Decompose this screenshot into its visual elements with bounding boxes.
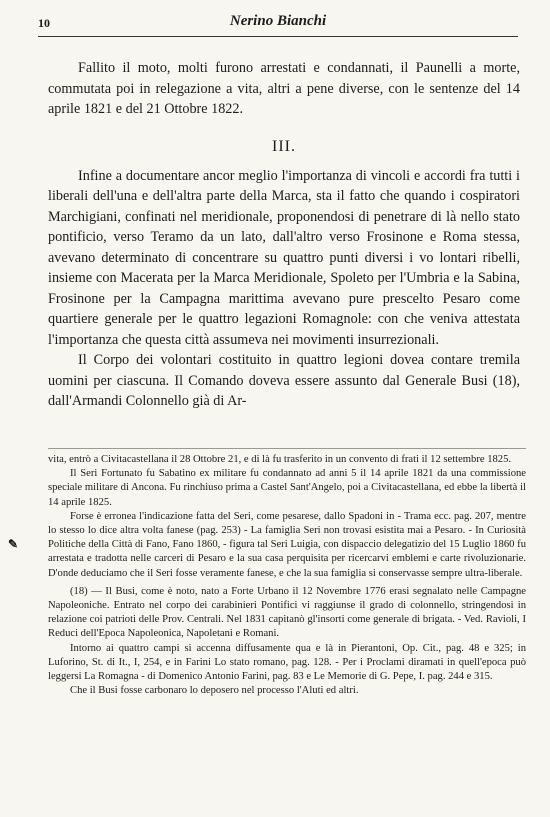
footnote: Che il Busi fosse carbonaro lo deposero nel processo l'Aluti ed altri. (70, 685, 359, 697)
paragraph-1: Fallito il moto, molti furono arrestati e condannati, il Paunelli a morte, commutata poi in relegazione a vita, altri a pene diverse, con le sentenze del 14 aprile 1821 e del 21 Ottobre 1822. (48, 60, 520, 117)
running-head: Nerino Bianchi (229, 13, 327, 29)
page-number: 10 (38, 16, 50, 30)
footnote-continuation: vita, entrò a Civitacastellana il 28 Ottobre 21, e di là fu trasferito in un convento di frati il 12 settembre 1825. (48, 454, 512, 465)
paragraph-3: Il Corpo dei volontari costituito in quattro legioni dovea contare tremila uomini per ciascuna. Il Comando doveva essere assunto dal Generale Busi (18), dall'Armandi Colonnello già di Ar- (48, 352, 520, 409)
page-header (38, 10, 518, 37)
footnote: Forse è erronea l'indicazione fatta del Seri, come pesarese, dallo Spadoni in - Trama ecc. pag. 207, mentre lo stesso lo dice altra volta fanese (pag. 253) - La famiglia Seri non trovasi esistita mai a Pesaro. - In Curiosità Politiche della Città di Fano, Fano 1860, - figura tal Seri Luigia, con dispaccio delegatizio del 15 Luglio 1860 fu arrestata e tradotta nelle carceri di Pesaro e la sua casa perquisita per ricercarvi emblemi e carte rivoluzionarie. D'onde deduciamo che il Seri fosse veramente fanese, e che la sua famiglia si conservasse sempre ultra-liberale. (48, 510, 526, 579)
footnotes (48, 448, 526, 698)
footnote: (18) — Il Busi, come è noto, nato a Forte Urbano il 12 Novembre 1776 erasi segnalato nelle Campagne Napoleoniche. Entrato nel corpo dei carabinieri Pontifici vi raggiunse il grado di colonnello, stringendosi in relazione coi patrioti delle Prov. Centrali. Nel 1831 capitanò gl'insorti come generale di brigata. - Ved. Ravioli, I Reduci dell'Epoca Napoleonica, Napoletani e Romani. (48, 585, 526, 640)
main-text (48, 58, 520, 412)
section-heading: III. (272, 137, 296, 155)
footnote: Il Seri Fortunato fu Sabatino ex militare fu condannato ad anni 5 il 14 aprile 1821 da una commissione speciale militare di Ancona. Fu rinchiuso prima a Castel Sant'Angelo, poi a Civitacastellana, ed ebbe la libertà il 14 aprile 1825. (48, 468, 526, 508)
margin-mark-icon: ✎ (8, 537, 19, 551)
paragraph-2: Infine a documentare ancor meglio l'importanza di vincoli e accordi fra tutti i liberali dell'una e dell'altra parte della Marca, sta il fatto che quando i cospiratori Marchigiani, confinati nel meridionale, proponendosi di penetrare di là nello stato pontificio, verso Teramo da un lato, dall'altro verso Frosinone e Roma stessa, avevano determinato di concentrare su quattro punti diversi i vo lontari ribelli, insieme con Macerata per la Marca Meridionale, Spoleto per l'Umbria e la Sabina, Frosinone per la Campagna marittima avevano pure prescelto Pesaro come quartiere generale per le quattro legazioni Romagnole: con che veniva attestata l'importanza che questa città assumeva nei movimenti insurrezionali. (48, 167, 520, 348)
footnote: Intorno ai quattro campi si accenna diffusamente qua e là in Pierantoni, Op. Cit., pag. 48 e 325; in Luforino, St. di It., I, 254, e in Farini Lo stato romano, pag. 128. - Per i Proclami diramati in quell'epoca può leggersi La Romagna - di Domenico Antonio Farini, pag. 83 e Le Memorie di G. Pepe, I. pag. 244 e 315. (48, 642, 526, 683)
